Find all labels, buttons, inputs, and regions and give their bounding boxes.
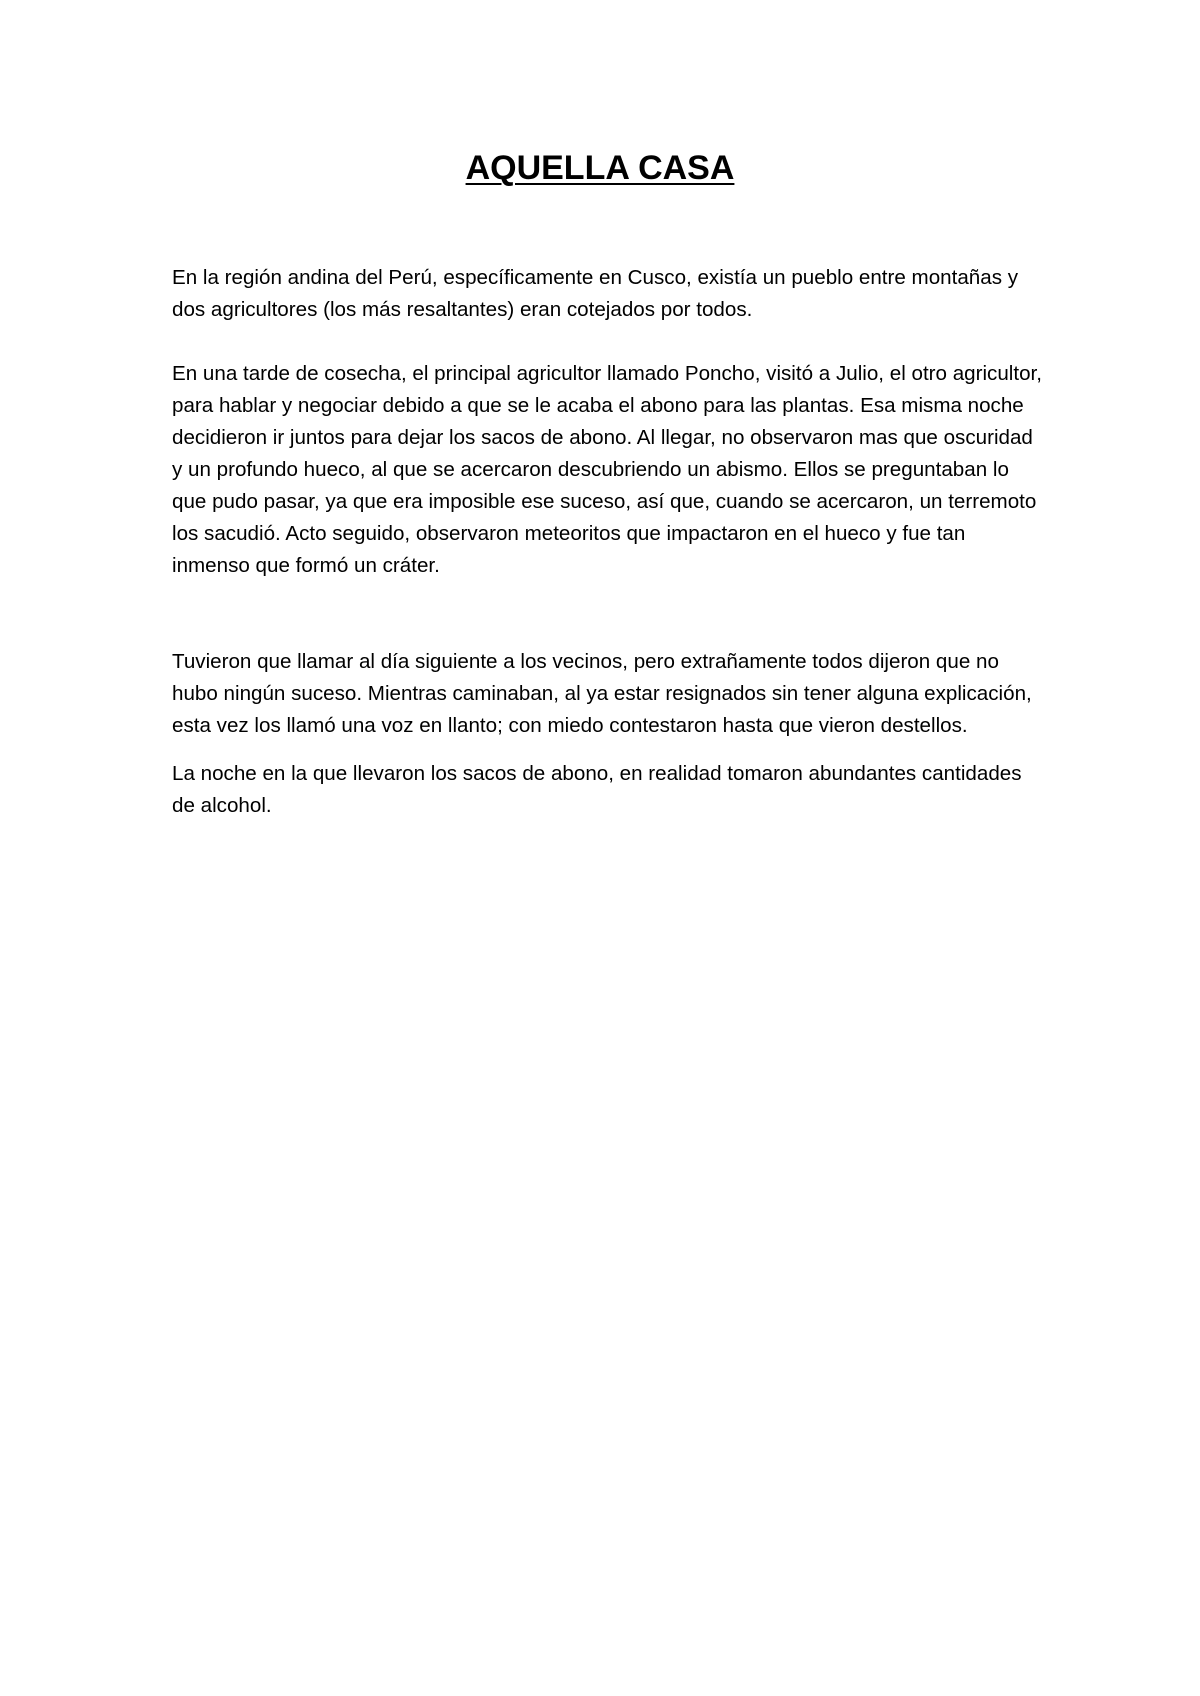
document-body bbox=[172, 262, 1042, 822]
paragraph-4: La noche en la que llevaron los sacos de abono, en realidad tomaron abundantes cantidades de alcohol. bbox=[172, 762, 1022, 817]
document-title: AQUELLA CASA bbox=[465, 149, 735, 187]
paragraph-2: En una tarde de cosecha, el principal agricultor llamado Poncho, visitó a Julio, el otro agricultor, para hablar y negociar debido a que se le acaba el abono para las plantas. Esa misma noche decidieron ir juntos para dejar los sacos de abono. Al llegar, no observaron mas que oscuridad y un profundo hueco, al que se acercaron descubriendo un abismo. Ellos se preguntaban lo que pudo pasar, ya que era imposible ese suceso, así que, cuando se acercaron, un terremoto los sacudió. Acto seguido, observaron meteoritos que impactaron en el hueco y fue tan inmenso que formó un cráter. bbox=[172, 362, 1042, 577]
paragraph-3: Tuvieron que llamar al día siguiente a los vecinos, pero extrañamente todos dijeron que no hubo ningún suceso. Mientras caminaban, al ya estar resignados sin tener alguna explicación, esta vez los llamó una voz en llanto; con miedo contestaron hasta que vieron destellos. bbox=[172, 650, 1032, 737]
paragraph-1: En la región andina del Perú, específicamente en Cusco, existía un pueblo entre montañas y dos agricultores (los más resaltantes) eran cotejados por todos. bbox=[172, 266, 1019, 321]
